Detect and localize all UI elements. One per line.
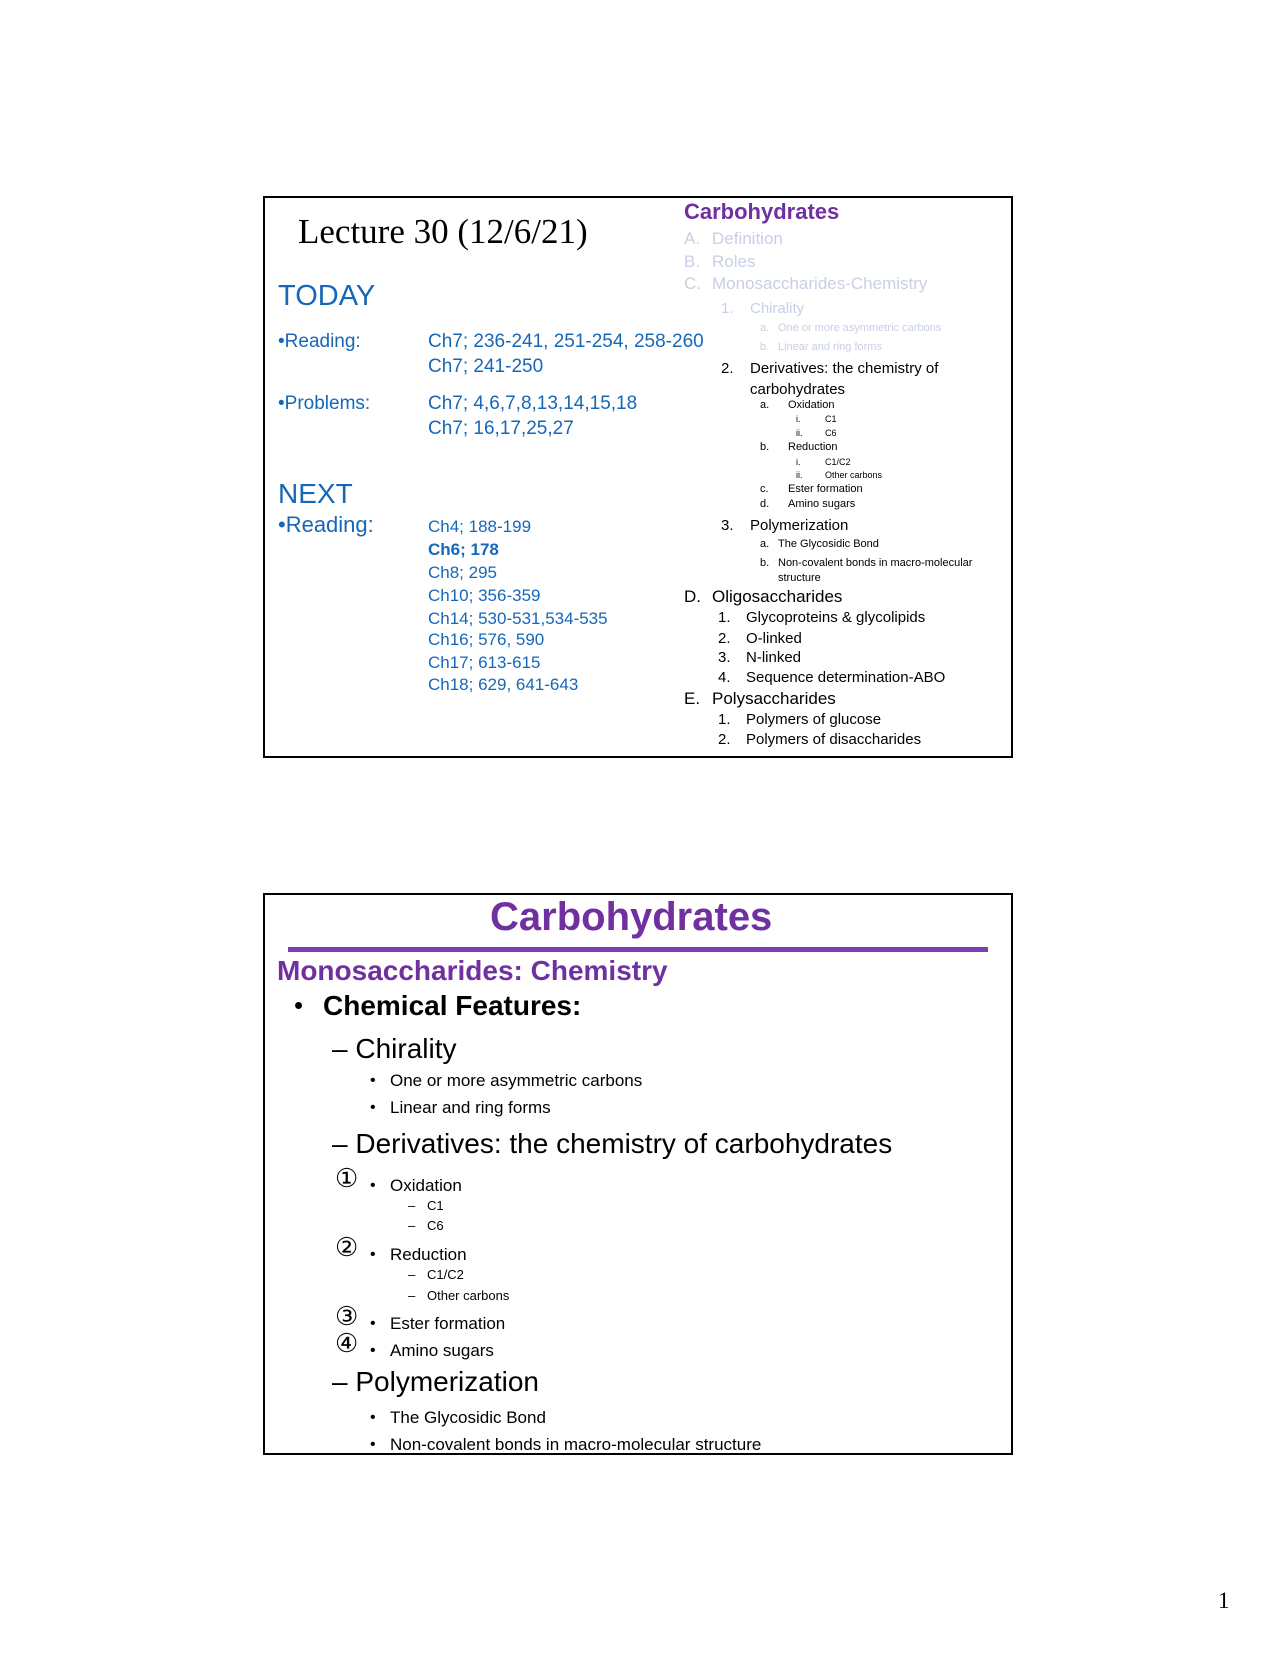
polymerization-item: Non-covalent bonds in macro-molecular structure [390, 1435, 762, 1454]
problems-label: •Problems: [278, 393, 371, 414]
dash: – [408, 1218, 416, 1233]
outline-num: b. [760, 441, 770, 453]
oxidation-item: Oxidation [390, 1176, 462, 1195]
circled-2-icon: ② [335, 1232, 359, 1262]
reading-line: Ch7; 241-250 [428, 356, 544, 377]
outline-num: A. [684, 229, 701, 248]
outline-item-sequence: Sequence determination-ABO [746, 669, 946, 686]
next-reading-line: Ch10; 356-359 [428, 586, 541, 605]
outline-item-noncovalent: Non-covalent bonds in macro-molecular [778, 557, 973, 569]
outline-item-chirality: Chirality [750, 300, 805, 317]
bullet: • [294, 990, 304, 1020]
outline-num: 2. [718, 630, 731, 647]
outline-num: D. [684, 587, 701, 606]
outline-num: d. [760, 498, 770, 510]
outline-item-polymers-glucose: Polymers of glucose [746, 711, 882, 728]
next-reading-line: Ch8; 295 [428, 563, 497, 582]
derivatives-heading: – Derivatives: the chemistry of carbohydrates [332, 1128, 893, 1159]
outline-item-polymerization: Polymerization [750, 517, 849, 534]
outline-num: 1. [718, 609, 731, 626]
outline-num: i. [796, 414, 801, 424]
outline-num: a. [760, 399, 770, 411]
bullet: • [370, 1072, 376, 1089]
bullet: • [370, 1246, 376, 1263]
dash: – [408, 1288, 416, 1303]
outline-num: 1. [718, 711, 731, 728]
oxidation-sub: C1 [427, 1198, 444, 1213]
outline-num: a. [760, 538, 770, 550]
chirality-item: One or more asymmetric carbons [390, 1071, 643, 1090]
outline-num: 3. [721, 517, 734, 534]
polymerization-heading: – Polymerization [332, 1366, 539, 1397]
outline-item-c6: C6 [825, 428, 837, 438]
today-heading: TODAY [278, 280, 376, 312]
outline-item-c1: C1 [825, 414, 837, 424]
outline-title: Carbohydrates [684, 199, 840, 224]
bullet: • [370, 1342, 376, 1359]
circled-1-icon: ① [335, 1163, 359, 1193]
oxidation-sub: C6 [427, 1218, 444, 1233]
outline-item-noncovalent-cont: structure [778, 572, 821, 584]
outline-num: 4. [718, 669, 731, 686]
outline-num: B. [684, 252, 701, 271]
next-reading-line: Ch14; 530-531,534-535 [428, 609, 608, 628]
next-heading: NEXT [278, 478, 353, 509]
outline-item-other-carbons: Other carbons [825, 470, 883, 480]
outline-item-ester: Ester formation [788, 483, 863, 495]
outline-num: a. [760, 322, 770, 334]
next-reading-line: Ch17; 613-615 [428, 653, 541, 672]
circled-4-icon: ④ [335, 1328, 359, 1358]
next-reading-line: Ch16; 576, 590 [428, 630, 545, 649]
problems-line: Ch7; 4,6,7,8,13,14,15,18 [428, 393, 638, 414]
bullet: • [370, 1436, 376, 1453]
slide2-title: Carbohydrates [490, 895, 773, 939]
outline-num: b. [760, 557, 770, 569]
bullet: • [370, 1409, 376, 1426]
outline-num: b. [760, 341, 770, 353]
outline-num: 1. [721, 300, 734, 317]
slide2-subtitle: Monosaccharides: Chemistry [277, 955, 668, 986]
outline-item-amino: Amino sugars [788, 498, 856, 510]
outline-item-a: Definition [712, 229, 783, 248]
reduction-sub: C1/C2 [427, 1267, 464, 1282]
next-reading-line: Ch18; 629, 641-643 [428, 675, 579, 694]
outline-item-glycoproteins: Glycoproteins & glycolipids [746, 609, 926, 626]
outline-item-derivatives-cont: carbohydrates [750, 381, 846, 398]
outline-item-asymmetric: One or more asymmetric carbons [778, 322, 942, 334]
outline-num: c. [760, 483, 769, 495]
circled-3-icon: ③ [335, 1301, 359, 1331]
outline-item-derivatives: Derivatives: the chemistry of [750, 360, 939, 377]
outline-item-glycosidic: The Glycosidic Bond [778, 538, 879, 550]
page-number: 1 [1218, 1588, 1230, 1613]
outline-num: 2. [718, 731, 731, 748]
outline-item-polysaccharides: Polysaccharides [712, 689, 836, 708]
outline-item-polymers-disaccharides: Polymers of disaccharides [746, 731, 922, 748]
bullet: • [370, 1177, 376, 1194]
polymerization-item: The Glycosidic Bond [390, 1408, 546, 1427]
title-underline [288, 947, 988, 952]
outline-item-reduction: Reduction [788, 441, 838, 453]
outline-item-oxidation: Oxidation [788, 399, 835, 411]
next-reading-label: •Reading: [278, 512, 374, 537]
dash: – [408, 1198, 416, 1213]
ester-item: Ester formation [390, 1314, 506, 1333]
outline-item-o-linked: O-linked [746, 630, 802, 647]
chirality-heading: – Chirality [332, 1033, 457, 1064]
bullet: • [370, 1099, 376, 1116]
next-reading-line: Ch6; 178 [428, 540, 499, 559]
reduction-sub: Other carbons [427, 1288, 510, 1303]
lecture-title: Lecture 30 (12/6/21) [298, 212, 588, 251]
outline-num: i. [796, 457, 801, 467]
bullet: • [370, 1315, 376, 1332]
reading-label: •Reading: [278, 331, 361, 352]
next-reading-line: Ch4; 188-199 [428, 517, 532, 536]
outline-item-ring-forms: Linear and ring forms [778, 341, 882, 353]
outline-item-n-linked: N-linked [746, 649, 802, 666]
outline-item-c1c2: C1/C2 [825, 457, 851, 467]
chemical-features: Chemical Features: [323, 990, 582, 1021]
outline-num: 2. [721, 360, 734, 377]
outline-num: ii. [796, 428, 803, 438]
amino-item: Amino sugars [390, 1341, 494, 1360]
outline-item-b: Roles [712, 252, 756, 271]
chirality-item: Linear and ring forms [390, 1098, 551, 1117]
outline-item-c: Monosaccharides-Chemistry [712, 274, 928, 293]
reduction-item: Reduction [390, 1245, 467, 1264]
problems-line: Ch7; 16,17,25,27 [428, 418, 574, 439]
outline-num: E. [684, 689, 701, 708]
outline-num: 3. [718, 649, 731, 666]
reading-line: Ch7; 236-241, 251-254, 258-260 [428, 331, 704, 352]
outline-num: ii. [796, 470, 803, 480]
outline-item-oligosaccharides: Oligosaccharides [712, 587, 843, 606]
dash: – [408, 1267, 416, 1282]
outline-num: C. [684, 274, 701, 293]
